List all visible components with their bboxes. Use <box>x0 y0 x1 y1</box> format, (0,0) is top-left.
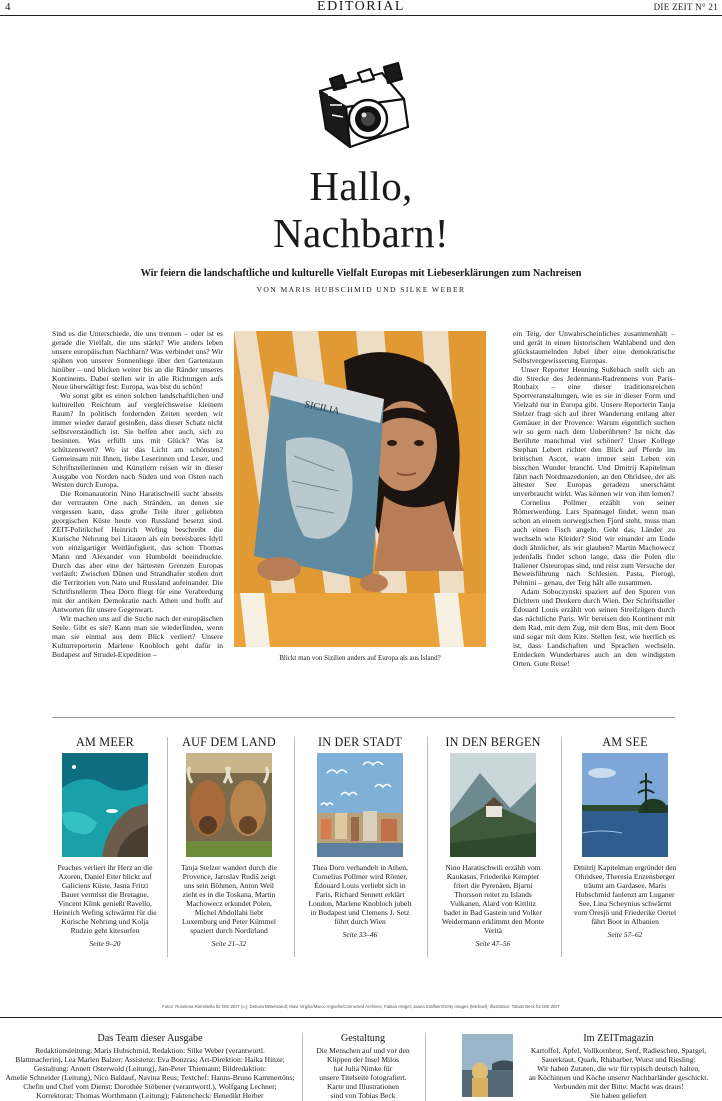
design-line: hat Julia Nimke für <box>333 1063 393 1073</box>
feature-text: Tanja Stelzer wandert durch die Provence, Jaroslav Rudiš zeigt uns sein Böhmen, Anton Weil zieht es in die Toskana, Martin Machowecz erkundet Polen, Michel Abdollahi liebt Luxemburg und Peter Kümmel spaziert durch Nordirland <box>181 863 277 935</box>
mountain-hut-image <box>450 753 536 857</box>
feature-title: AUF DEM LAND <box>182 735 276 749</box>
zeitmagazin-line: Kartoffel, Äpfel, Vollkornbrot, Senf, Radieschen, Spargel, <box>530 1046 707 1055</box>
team-title: Das Team dieser Ausgabe <box>97 1033 203 1044</box>
design-line: Klippen der Insel Milos <box>327 1054 399 1064</box>
team-line: Korrektorat: Thomas Worthmann (Leitung); Faktencheck: Benedikt Herber <box>36 1090 264 1100</box>
zeitmagazin-line: Wir haben Zutaten, die wir für typisch deutsch halten, <box>537 1063 700 1073</box>
feature-teaser-auf-dem-land[interactable] <box>177 735 281 948</box>
bottom-rule <box>0 1017 722 1018</box>
column-rule <box>302 1033 303 1101</box>
headline <box>0 163 722 257</box>
page-number: 4 <box>5 1 11 13</box>
feature-pages: Seite 21–32 <box>211 939 247 948</box>
design-line: unsere Titelseite fotografiert. <box>319 1072 407 1082</box>
team-line: Gestaltung: Annett Osterwold (Leitung), Jan-Peter Thiemann; Bildredaktion: <box>33 1063 267 1073</box>
paragraph: Adam Soboczynski spaziert auf den Spuren von Dichtern und Denkern durch Wien. Der Schriftsteller Édouard Louis erzählt von seinen Streifzügen durch das nächtliche Paris. Wir bereisen den Kontinent mit dem Rad, mit dem Zug, mit dem Bus, mit dem Boot und sogar mit dem Kite. Stellen fest, wie herrlich es ist, dass Landschaften und Sprachen wechseln. Entdecken Wunderbares auch an den windigsten Orten. Gute Reise! <box>513 587 675 668</box>
headline-line-1: Hallo, <box>309 163 413 209</box>
paragraph: Wo sonst gibt es einen solchen landschaftlichen und kulturellen Reichtum auf vergleichsweise kleinem Raum? In politisch fordernden Zeiten werden wir immer wieder darauf gestoßen, dass dieser Schatz nicht selbstverständlich ist. Sie helfen aber auch, sich zu besinnen. Was erfüllt uns mit Glück? Was ist schützenswert? Wo ist das Licht am schönsten? Gemeinsam mit Ihnen, liebe Leserinnen und Leser, und Schriftstellerinnen und Künstlern reisen wir in dieser Ausgabe von Norden nach Süden und von Osten nach Westen durch Europa. <box>52 391 223 490</box>
subheadline: Wir feiern die landschaftliche und kulturelle Vielfalt Europas mit Liebeserklärungen zum Nachreisen <box>140 268 582 279</box>
feature-pages: Seite 47–56 <box>475 939 511 948</box>
column-rule <box>294 737 295 957</box>
column-rule <box>427 737 428 957</box>
feature-teaser-am-meer[interactable] <box>53 735 157 948</box>
feature-text: Nino Haratischwili erzählt vom Kaukasus, Friederike Kempter friert die Pyrenäen, Bjarni Thorsson reitet zu Islands Vulkanen, Alard von Kittlitz badet in Bad Gastein und Volker Weidermann erklimmt den Monte Verità <box>441 863 545 935</box>
feature-teaser-in-den-bergen[interactable] <box>441 735 545 948</box>
city-seagulls-image <box>317 753 403 857</box>
byline: VON MARIS HUBSCHMID UND SILKE WEBER <box>256 285 466 294</box>
feature-pages: Seite 9–20 <box>89 939 121 948</box>
team-line: Redaktionsleitung: Maris Hubschmid, Redaktion: Silke Weber (verantwortl. <box>35 1046 265 1055</box>
feature-text: Dmitrij Kapitelman ergründet den Ohridsee, Theresia Enzensberger träumt am Gardasee, Maris Hubschmid faulenzt am Luganer See, Lina Scheynius schwärmt vom Öresjö und Friederike Oertel fährt Boot in Albanien <box>573 863 677 926</box>
issue-label: DIE ZEIT N° 21 <box>653 2 718 12</box>
team-box <box>0 1033 300 1100</box>
feature-text: Peaches verliert ihr Herz an die Azoren, Daniel Etter blickt auf Galiciens Küste, Jasna Fritzi Bauer vermisst die Bretagne, Vincent Klink genießt Ravello, Heinrich Wefing schwärmt für die Kurische Nehrung und Kolja Rudzio geht kitesurfen <box>53 863 157 935</box>
design-line: sind von Tobias Beck <box>330 1090 396 1100</box>
team-line: Chefin und Chef vom Dienst: Dorothée Stöbener (verantwortl.), Wolfgang Lechner; <box>23 1081 277 1091</box>
paragraph: Wir machen uns auf die Suche nach der europäischen Seele. Gibt es sie? Kann man sie wiederfinden, wenn man sie einmal aus dem Blick verliert? Unsere Kulturreporterin Marlene Knobloch geht dafür in Budapest auf Strudel-Expedition – <box>52 614 223 659</box>
zeitmagazin-box <box>515 1033 722 1100</box>
team-line: Amelie Schneider (Leitung), Nico Baldauf, Navina Reus; Textchef: Hanns-Bruno Kammertöns; <box>5 1072 295 1082</box>
zeitmagazin-line: Verbunden mit der Bitte: Macht was draus! <box>553 1081 684 1091</box>
page-header <box>0 0 722 16</box>
paragraph: Cornelius Pollmer erzählt von seiner Römerwerdung. Lars Spannagel findet, wenn man schon an einem norwegischen Fjord steht, muss man auch einen Fisch angeln. Geht das, Länder zu wechseln wie Kleider? Sind wir einander am Ende doch ähnlicher, als wir glauben? Martin Machowecz jedenfalls findet schon lange, dass die Polen die Italiener Osteuropas sind, und reist zum Versuche der Beweisführung nach Schlesien. Pasta, Pierogi, Pelmini – genau, der Teig hält alle zusammen. <box>513 498 675 588</box>
design-line: Die Menschen auf und vor den <box>316 1046 410 1055</box>
design-title: Gestaltung <box>340 1033 386 1044</box>
article-column-left <box>52 330 223 660</box>
map-label: SICILIA <box>303 399 341 418</box>
paragraph: Sind es die Unterschiede, die uns trennen – oder ist es gerade die Vielfalt, die uns stärkt? Wie anders leben unsere europäischen Nachbarn? Was verbindet uns? Wir spähen von unserer Sonnenliege über den Gartenzaun hinüber – und blicken weiter bis an die Ränder unseres Kontinents. Dabei stellen wir in alle Richtungen aufs Neue überwältigt fest: Europa, was bist du schön! <box>52 329 223 392</box>
zeitmagazin-line: Sie haben geliefert <box>590 1090 647 1100</box>
feature-title: AM SEE <box>602 735 648 749</box>
feature-title: IN DER STADT <box>317 735 403 749</box>
zeitmagazin-line: Sauerkraut, Quark, Rhabarber, Wurst und Riesling: <box>541 1054 696 1064</box>
zeitmagazin-cover-image <box>462 1034 513 1097</box>
headline-line-2: Nachbarn! <box>273 210 449 256</box>
paragraph: Die Romanautorin Nino Haratischwili sucht abseits der vertrauten Orte nach Stränden, an denen sie vergessen kann, dass große Teile ihrer geliebten georgischen Küste heute von Russland besetzt sind. ZEIT-Politikchef Heinrich Wefing beschreibt die Kurische Nehrung bei Litauen als ein bereisbares Idyll von einzigartiger Weitläufigkeit, das schon Thomas Mann und Alexander von Humboldt beeindruckte. Durch das aber eine der härtesten Grenzen Europas verläuft: Zwischen Dünen und Strandhafer stoßen dort die Territorien von Nato und Russland aufeinander. Die Schriftstellerin Thea Dorn fliegt für eine Verabredung mit der antiken Demokratie nach Athen und hofft auf Antworten für unsere Gegenwart. <box>52 489 223 615</box>
photo-credits: Fotos: Roselena Ramistella für DIE ZEIT (o.); Debora Mittelstaedt; Mavi Virgilio/Marco Argüello/Connected Archives; Fabian Heigel; Jaana Eraffsen/Getty Images (Michael); Illustration: Tobias Beck für DIE ZEIT <box>162 1004 560 1009</box>
cows-image <box>186 753 272 857</box>
team-line: Blattmacherin), Lea Marlen Balzer; Assistenz: Eva Bonzras; Art-Direktion: Haika Hinze; <box>15 1054 285 1064</box>
design-box <box>305 1033 421 1100</box>
article-column-right <box>513 330 675 668</box>
sea-coast-image <box>62 753 148 857</box>
feature-title: AM MEER <box>76 735 134 749</box>
lead-photo <box>234 331 486 647</box>
section-divider <box>52 717 675 718</box>
zeitmagazin-line: an Köchinnen und Köche unserer Nachbarländer geschickt. <box>528 1072 709 1082</box>
woman-with-map-image <box>234 331 486 647</box>
column-rule <box>167 737 168 957</box>
column-rule <box>561 737 562 957</box>
paragraph: ein Teig, der Unwahrscheinliches zusammenhält – und gerät in einen historischen Wahlabend und den glückstaumelnden Jubel über eine demokratische Selbstvergewisserung Europas. <box>513 329 675 365</box>
zeitmagazin-title: Im ZEITmagazin <box>583 1033 654 1044</box>
feature-teaser-in-der-stadt[interactable] <box>308 735 412 939</box>
paragraph: Unser Reporter Henning Sußebach stellt sich an die Strecke des Jedermann-Radrennens von Paris-Roubaix – eine dieser traditionsreichen Sportveranstaltungen, wie es sie in dieser Form und Vielzahl nur in Europa gibt. Unsere Reporterin Tanja Stelzer fragt sich auf ihrer Wanderung entlang alter Gemäuer in der Provence: Warum eigentlich suchen wir so gern nach dem Unberührten? Ist nicht das Berührte manchmal viel schöner? Unser Kollege Stephan Lebert richtet den Blick auf Pferde im britischen Ascot, wann immer sein Leben ein bisschen Wunder braucht. Und Dmitrij Kapitelman fährt nach Nordmazedonien, an den Ohridsee, der als ältester See Europas geradezu unerschämt unverbraucht wirkt. Was können wir von ihm lernen? <box>513 364 675 499</box>
feature-title: IN DEN BERGEN <box>445 735 541 749</box>
design-line: Karte und Illustrationen <box>326 1081 400 1091</box>
feature-text: Thea Dorn verhandelt in Athen, Cornelius Pollmer wird Römer, Édouard Louis verliebt sich in Paris, Richard Sennett erklärt London, Marlene Knobloch jubelt in Budapest und Clemens J. Setz führt durch Wien <box>308 863 412 926</box>
feature-pages: Seite 57–62 <box>607 930 643 939</box>
lake-image <box>582 753 668 857</box>
photo-caption: Blickt man von Sizilien anders auf Europa als aus Island? <box>279 654 441 662</box>
feature-pages: Seite 33–46 <box>342 930 378 939</box>
feature-teaser-am-see[interactable] <box>573 735 677 939</box>
section-title: EDITORIAL <box>317 0 405 14</box>
camera-illustration-icon <box>308 55 414 155</box>
column-rule <box>425 1033 426 1101</box>
